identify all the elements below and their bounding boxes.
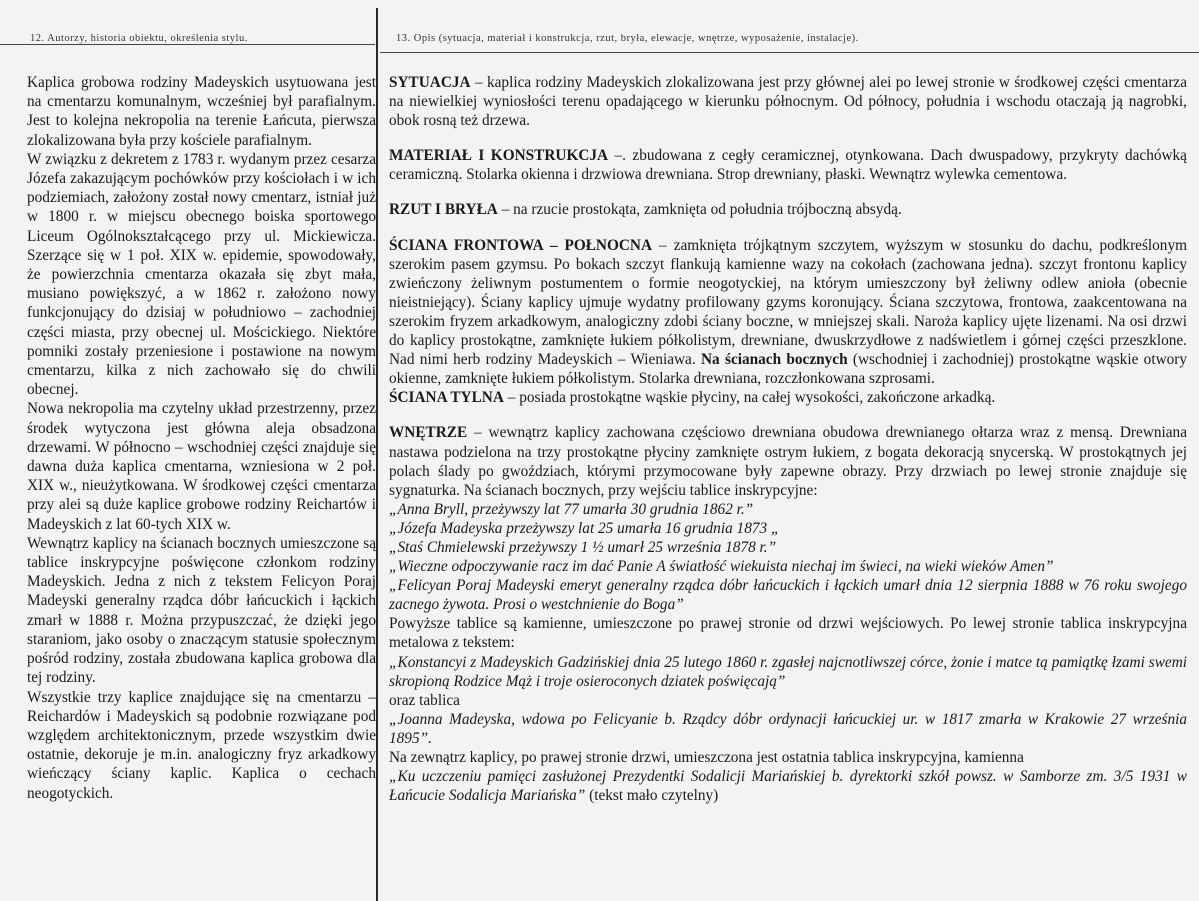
section-frontowa bbox=[389, 236, 1187, 389]
section-text: oraz tablica bbox=[389, 691, 460, 709]
inscription: „Staś Chmielewski przeżywszy 1 ½ umarł 25 września 1878 r.” bbox=[389, 538, 777, 556]
section-wnetrze bbox=[389, 423, 1187, 805]
section-heading: ŚCIANA TYLNA bbox=[389, 389, 504, 407]
inscription: „Wieczne odpoczywanie racz im dać Panie A światłość wiekuista niechaj im świeci, na wieki wieków Amen” bbox=[389, 558, 1054, 576]
inscription: „Joanna Madeyska, wdowa po Felicyanie b. Rządcy dóbr ordynacji łańcuckiej ur. w 1817 zmarła w Krakowie 27 września 1895”. bbox=[389, 710, 1187, 747]
section-text: – wewnątrz kaplicy zachowana częściowo drewniana obudowa drewnianego ołtarza wraz z mensą. Drewniana nastawa podzielona na trzy prostokątne płyciny zamknięte ostrym łukiem, z bogata dekoracją snycerską. W prostokątnych jej polach ślady po gwoździach, którymi przymocowane były zapewne obrazy. Przy drzwiach po lewej stronie znajduje się sygnaturka. Na ścianach bocznych, przy wejściu tablice inskrypcyjne: bbox=[389, 424, 1187, 499]
section-text: – zamknięta trójkątnym szczytem, wyższym w stosunku do dachu, podkreślonym szerokim pasem gzymsu. Po bokach szczyt flankują kamienne wazy na cokołach (zachowana jedna). szczyt frontonu kaplicy zwieńczony żeliwnym postumentem o formie neogotyckiej, na którym umieszczony był żeliwny odlew anioła (obecnie nieistniejący). Ściany kaplicy ujmuje wydatny profilowany gzyms koronujący. Ściana szczytowa, frontowa, zaakcentowana na szerokim fryzem arkadkowym, analogiczny zdobi ściany boczne, w mniejszej skali. Naroża kaplicy ujęte lizenami. Na osi drzwi do kaplicy prostokątne, zamknięte łukiem półkolistym, drewniane, dwuskrzydłowe z nadświetlem i górnej części przeszklone. Nad nimi herb rodziny Madeyskich – Wieniawa. bbox=[389, 236, 1188, 369]
section-text: – na rzucie prostokąta, zamknięta od południa trójboczną absydą. bbox=[497, 201, 902, 219]
section-text: –. zbudowana z cegły ceramicznej, otynkowana. Dach dwuspadowy, przykryty dachówką ceramiczną. Stolarka okienna i drzwiowa drewniana. Strop drewniany, płaski. Wewnątrz wylewka cementowa. bbox=[389, 147, 1187, 184]
section-heading: SYTUACJA bbox=[389, 74, 471, 91]
header-rule-left bbox=[0, 44, 375, 45]
section-heading: WNĘTRZE bbox=[389, 424, 468, 442]
section-text: – kaplica rodziny Madeyskich zlokalizowana jest przy głównej alei po lewej stronie w środkowej części cmentarza na niewielkiej wyniosłości terenu opadającego w kierunku północnym. Od północy, południa i wschodu otaczają ją nagrobki, obok rosną też drzewa. bbox=[389, 74, 1187, 130]
history-paragraph: Kaplica grobowa rodziny Madeyskich usytuowana jest na cmentarzu komunalnym, wcześniej był parafialnym. Jest to kolejna nekropolia na terenie Łańcuta, pierwsza zlokalizowana była przy kościele parafialnym. bbox=[27, 74, 376, 149]
section-text: (tekst mało czytelny) bbox=[585, 787, 719, 805]
history-paragraph: Wszystkie trzy kaplice znajdujące się na cmentarzu – Reichardów i Madeyskich są podobnie rozwiązane pod względem architektonicznym, przede wszystkim dwie ostatnie, dekoruje je m.in. analogiczny fryz arkadkowy wieńczący ściany kaplic. Kaplica o cechach neogotyckich. bbox=[27, 688, 376, 802]
section-text: – posiada prostokątne wąskie płyciny, na całej wysokości, zakończone arkadką. bbox=[503, 389, 996, 407]
history-paragraph: W związku z dekretem z 1783 r. wydanym przez cesarza Józefa zakazującym pochówków przy kościołach i w ich podziemiach, założony został nowy cmentarz, istniał już w 1800 r. w miejscu obecnego boiska sportowego Liceum Ogólnokształcącego przy ul. Mickiewicza. Szerzące się w 1 poł. XIX w. epidemie, spowodowały, że powierzchnia cmentarza okazała się zbyt mała, musiano powiększyć, a w 1862 r. założono nowy funkcjonujący do dzisiaj w południowo – zachodniej części miasta, przy obecnej ul. Mościckiego. Niektóre pomniki zostały przeniesione i postawione na nowym cmentarzu, kilka z nich zachowało się do chwili obecnej. bbox=[27, 150, 376, 399]
history-paragraph: Wewnątrz kaplicy na ścianach bocznych umieszczone są tablice inskrypcyjne poświęcone członkom rodziny Madeyskich. Jedna z nich z tekstem Felicyon Poraj Madeyski generalny rządca dóbr łańcuckich i łąckich zmarł w 1888 r. Można przypuszczać, że dzięki jego staraniom, jako osoby o znaczącym statusie społecznym pośród rodziny, została zbudowana kaplica grobowa dla tej rodziny. bbox=[27, 534, 376, 687]
column-divider bbox=[376, 8, 378, 901]
section-text: Powyższe tablice są kamienne, umieszczone po prawej stronie od drzwi wejściowych. Po lewej stronie tablica inskrypcyjna metalowa z tekstem: bbox=[389, 615, 1187, 652]
inscription: „Józefa Madeyska przeżywszy lat 25 umarła 16 grudnia 1873 „ bbox=[389, 519, 780, 537]
history-column bbox=[27, 73, 376, 803]
section-material bbox=[389, 146, 1187, 184]
inscription: „Konstancyi z Madeyskich Gadzińskiej dnia 25 lutego 1860 r. zgasłej najcnotliwszej córce, żonie i matce tą pamiątkę łzami swemi skropioną Rodzice Mąż i troje osieroconych dziatek poświęcają” bbox=[389, 653, 1187, 690]
section-text: Na zewnątrz kaplicy, po prawej stronie drzwi, umieszczona jest ostatnia tablica inskrypcyjna, kamienna bbox=[389, 749, 1024, 766]
inscription: „Felicyan Poraj Madeyski emeryt generalny rządca dóbr łańcuckich i łąckich umarł dnia 12 sierpnia 1888 w 76 roku swojego zacnego żywota. Prosi o westchnienie do Boga” bbox=[389, 577, 1187, 614]
section-heading: RZUT I BRYŁA bbox=[389, 201, 498, 219]
header-rule-right bbox=[380, 52, 1199, 53]
section-rzut bbox=[389, 200, 1187, 219]
section-sytuacja bbox=[389, 73, 1187, 130]
final-inscription-line bbox=[389, 767, 1187, 805]
inscription: „Anna Bryll, przeżywszy lat 77 umarła 30 grudnia 1862 r.” bbox=[389, 500, 754, 518]
section-12-header: 12. Autorzy, historia obiektu, określenia stylu. bbox=[30, 33, 248, 44]
description-column bbox=[389, 73, 1187, 805]
section-tylna bbox=[389, 388, 1187, 407]
inscription: „Ku uczczeniu pamięci zasłużonej Prezydentki Sodalicji Mariańskiej b. dyrektorki szkół powsz. w Samborze zm. 3/5 1931 w Łańcucie Sodalicja Mariańska” bbox=[389, 768, 1187, 805]
history-paragraph: Nowa nekropolia ma czytelny układ przestrzenny, przez środek wytyczona jest główna aleja obsadzona drzewami. W północno – wschodniej części znajduje się dawna duża kaplica cmentarna, wzniesiona w 2 poł. XIX w., nieużytkowana. W środkowej części cmentarza przy alei są duże kaplice grobowe rodziny Reichartów i Madeyskich z lat 60-tych XIX w. bbox=[27, 400, 376, 533]
section-13-header: 13. Opis (sytuacja, materiał i konstrukcja, rzut, bryła, elewacje, wnętrze, wyposażenie, instalacje). bbox=[396, 33, 859, 44]
section-text: (wschodniej i zachodniej) prostokątne wąskie otwory okienne, zamknięte łukiem półkolistym. Stolarka drewniana, rozczłonkowana szprosami. bbox=[389, 351, 1188, 388]
section-heading: MATERIAŁ I KONSTRUKCJA bbox=[389, 147, 609, 165]
section-subheading: Na ścianach bocznych bbox=[700, 351, 848, 369]
section-heading: ŚCIANA FRONTOWA – POŁNOCNA bbox=[389, 236, 653, 254]
